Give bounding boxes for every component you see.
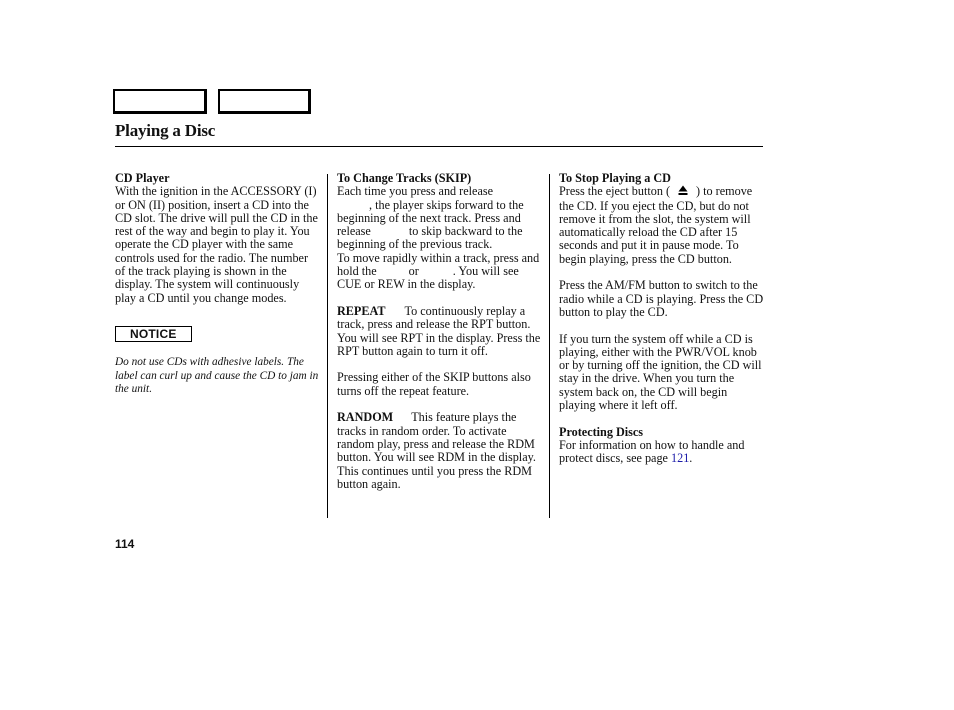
eject-text-2: ) to remove the CD. If you eject the CD, but do not remove it from the slot, the system will automatically reload the CD after 15 seconds and put it in pause mode. To begin playing, press the CD button. xyxy=(559,184,753,266)
page-title: Playing a Disc xyxy=(115,121,216,140)
change-tracks-heading: To Change Tracks (SKIP) xyxy=(337,171,472,185)
protecting-discs-heading: Protecting Discs xyxy=(559,424,644,439)
skip-paragraph xyxy=(337,185,543,251)
protecting-discs-paragraph xyxy=(559,439,765,466)
cue-rew-paragraph xyxy=(337,252,543,292)
column-cd-player xyxy=(115,172,321,397)
repeat-label: REPEAT xyxy=(337,303,386,318)
repeat-text: To continuously replay a track, press and release the RPT button. You will see RPT in the display. Press the RPT button again to turn it off. xyxy=(337,303,541,358)
amfm-paragraph: Press the AM/FM button to switch to the radio while a CD is playing. Press the CD button to play the CD. xyxy=(559,278,764,319)
stop-playing-heading: To Stop Playing a CD xyxy=(559,171,671,185)
title-rule xyxy=(115,146,763,147)
column-divider xyxy=(549,174,550,518)
protecting-period: . xyxy=(689,451,693,466)
eject-paragraph xyxy=(559,185,765,266)
random-paragraph xyxy=(337,411,543,491)
column-stop-playing xyxy=(559,172,765,466)
skip-text-3: to skip backward to the beginning of the previous track. xyxy=(337,224,523,252)
column-change-tracks xyxy=(337,172,543,491)
random-text: This feature plays the tracks in random order. To activate random play, press and release the RDM button. You will see RDM in the display. This continues until you press the RDM button again. xyxy=(337,410,536,491)
eject-icon xyxy=(678,185,688,199)
skip-text-2: , the player skips forward to the beginning of the next track. Press and release xyxy=(337,197,524,239)
eject-text-1: Press the eject button ( xyxy=(559,184,671,199)
cue-text-1: To move rapidly within a track, press and hold the xyxy=(337,250,540,279)
random-label: RANDOM xyxy=(337,410,394,425)
repeat-paragraph xyxy=(337,305,543,358)
cue-text-2: or xyxy=(408,264,419,279)
power-off-paragraph: If you turn the system off while a CD is playing, either with the PWR/VOL knob or by turning off the ignition, the CD will stay in the drive. When you turn the system back on, the CD will begin playing where it left off. xyxy=(559,331,762,413)
section-tab-box-right xyxy=(218,89,311,114)
skip-text-1: Each time you press and release xyxy=(337,184,494,199)
cd-player-body: With the ignition in the ACCESSORY (I) or ON (II) position, insert a CD into the CD slot. The drive will pull the CD in the rest of the way and begin to play it. You operate the CD player with the same controls used for the radio. The number of the track playing is shown in the display. The system will continuously play a CD until you change modes. xyxy=(115,184,318,305)
protecting-text: For information on how to handle and protect discs, see page xyxy=(559,437,745,466)
skip-note: Pressing either of the SKIP buttons also turns off the repeat feature. xyxy=(337,370,531,398)
notice-label: NOTICE xyxy=(115,326,192,342)
section-tab-box-left xyxy=(113,89,207,114)
page-number: 114 xyxy=(115,537,135,551)
cue-text-3: . You will see CUE or REW in the display. xyxy=(337,264,519,292)
page-121-link[interactable]: 121 xyxy=(671,451,690,466)
column-divider xyxy=(327,174,328,518)
cd-player-heading: CD Player xyxy=(115,171,170,185)
notice-text: Do not use CDs with adhesive labels. The label can curl up and cause the CD to jam in the unit. xyxy=(115,356,319,396)
